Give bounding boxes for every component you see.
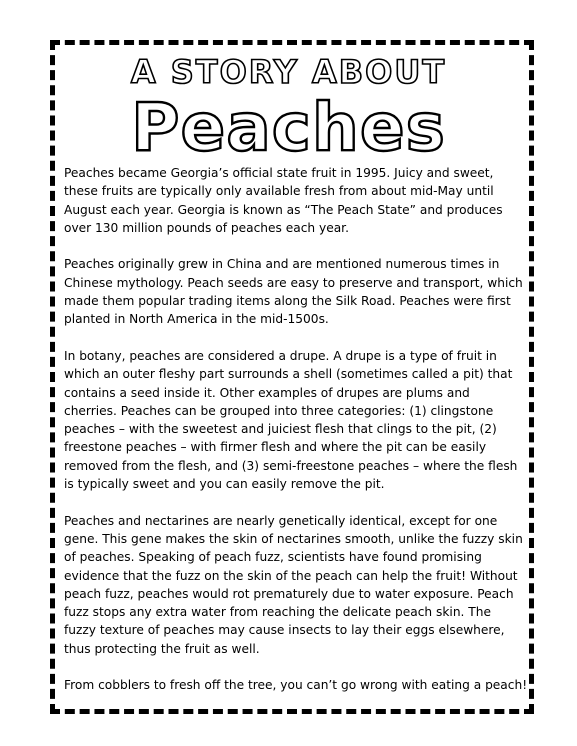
paragraph-nectarines: Peaches and nectarines are nearly genetically identical, except for one gene. This gene makes the skin of nectarines smooth, unlike the fuzzy skin of peaches. Speaking of peach fuzz, scientists have found promising evidence that the fuzz on the skin of the peach can help the fruit! Without peach fuzz, peaches would rot prematurely due to water exposure. Peach fuzz stops any extra water from reaching the delicate peach skin. The fuzzy texture of peaches may cause insects to lay their eggs elsewhere, thus protecting the fruit as well. (64, 513, 523, 656)
story-body (64, 164, 528, 695)
paragraph-closing: From cobblers to fresh off the tree, you can’t go wrong with eating a peach! (64, 678, 528, 693)
paragraph-china: Peaches originally grew in China and are mentioned numerous times in Chinese mythology. Peach seeds are easy to preserve and transport, which made them popular trading items along the Silk Road. Peaches were first planted in North America in the mid-1500s. (64, 257, 523, 327)
paragraph-botany: In botany, peaches are considered a drupe. A drupe is a type of fruit in which an outer fleshy part surrounds a shell (sometimes called a pit) that contains a seed inside it. Other examples of drupes are plums and cherries. Peaches can be grouped into three categories: (1) clingstone peaches – with the sweetest and juiciest flesh that clings to the pit, (2) freestone peaches – with firmer flesh and where the pit can be easily removed from the flesh, and (3) semi-freestone peaches – where the flesh is typically sweet and you can easily remove the pit. (64, 348, 518, 492)
title-heading: Peaches (131, 89, 446, 166)
paragraph-georgia: Peaches became Georgia’s official state fruit in 1995. Juicy and sweet, these fruits are typically only available fresh from about mid-May until August each year. Georgia is known as “The Peach State” and produces over 130 million pounds of peaches each year. (64, 166, 503, 235)
title-subheading: A STORY ABOUT (130, 53, 447, 91)
